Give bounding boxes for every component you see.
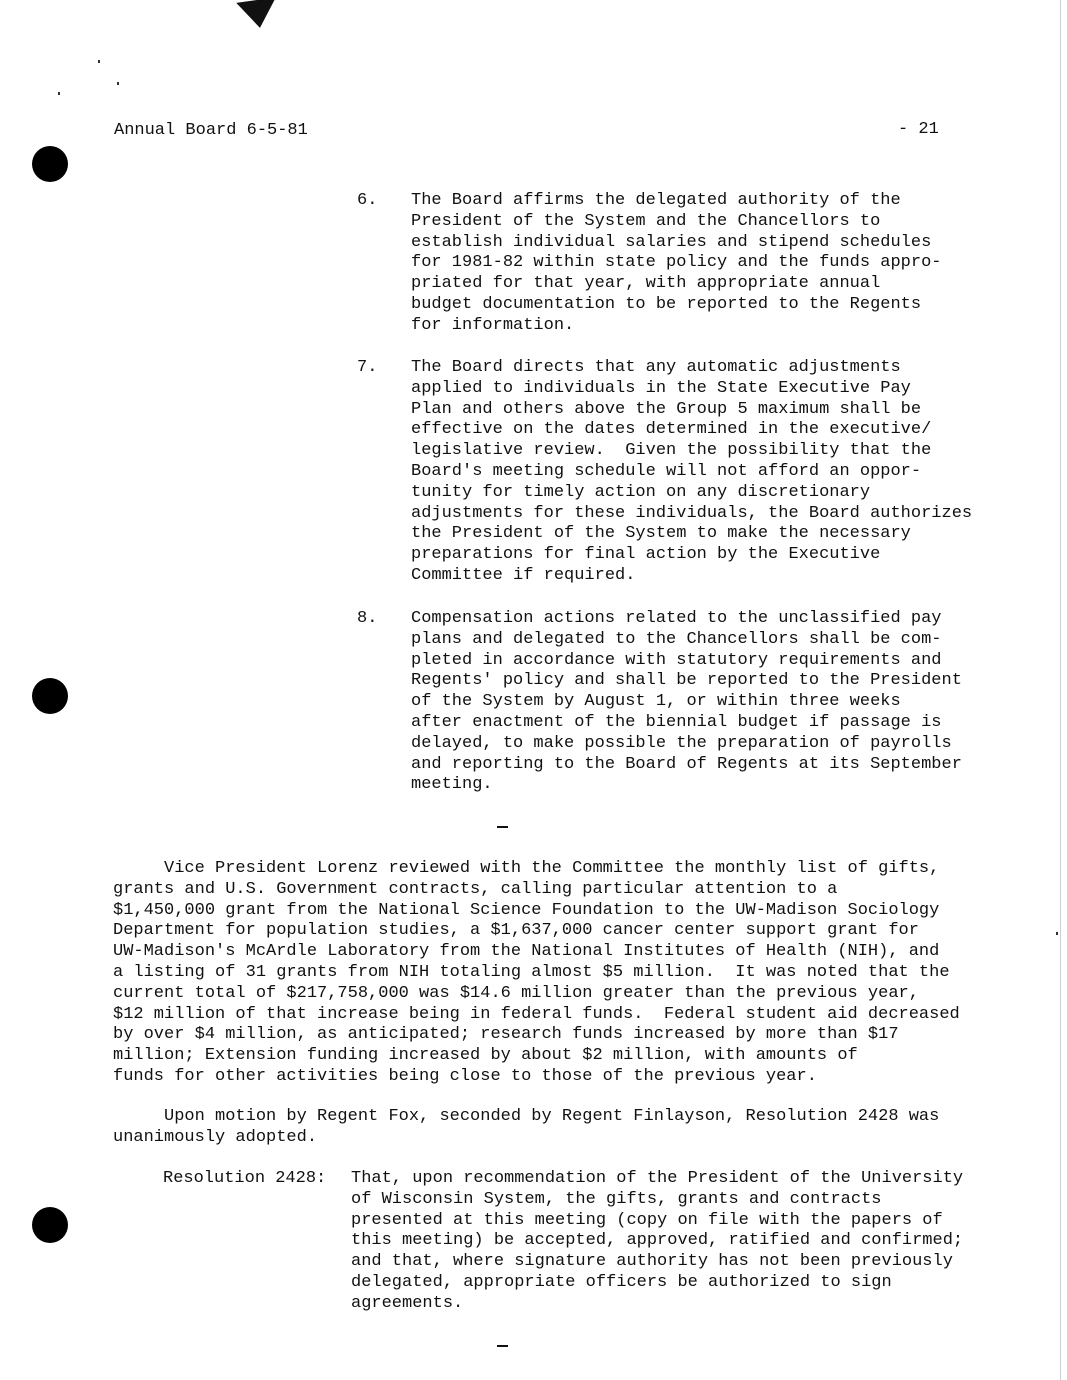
scan-speck bbox=[1056, 932, 1058, 935]
text-line: presented at this meeting (copy on file with the papers of bbox=[351, 1210, 943, 1230]
text-line: delayed, to make possible the preparation of payrolls bbox=[411, 733, 952, 753]
text-line: adjustments for these individuals, the Board authorizes bbox=[411, 503, 973, 523]
text-line: current total of $217,758,000 was $14.6 million greater than the previous year, bbox=[113, 983, 919, 1003]
text-line: Committee if required. bbox=[411, 565, 636, 585]
resolution-text bbox=[351, 1169, 1011, 1315]
item-text bbox=[411, 609, 1001, 796]
text-line: applied to individuals in the State Executive Pay bbox=[411, 378, 911, 398]
section-dash bbox=[497, 1345, 508, 1347]
text-line: Plan and others above the Group 5 maximum shall be bbox=[411, 399, 922, 419]
text-line: preparations for final action by the Executive bbox=[411, 545, 881, 565]
punch-hole bbox=[32, 678, 68, 714]
item-text bbox=[411, 191, 1001, 337]
motion-paragraph bbox=[113, 1107, 993, 1149]
text-line: Vice President Lorenz reviewed with the Committee the monthly list of gifts, bbox=[113, 859, 940, 878]
text-line: the President of the System to make the necessary bbox=[411, 524, 911, 544]
corner-mark bbox=[236, 0, 280, 31]
text-line: The Board affirms the delegated authority of the bbox=[411, 191, 901, 210]
section-dash bbox=[497, 826, 508, 828]
text-line: $12 million of that increase being in federal funds. Federal student aid decreased bbox=[113, 1004, 960, 1024]
text-line: for 1981-82 within state policy and the funds appro- bbox=[411, 253, 942, 273]
text-line: budget documentation to be reported to the Regents bbox=[411, 294, 922, 314]
text-line: grants and U.S. Government contracts, calling particular attention to a bbox=[113, 879, 838, 899]
scan-speck bbox=[58, 92, 60, 95]
text-line: priated for that year, with appropriate annual bbox=[411, 274, 881, 294]
punch-hole bbox=[32, 146, 68, 182]
text-line: pleted in accordance with statutory requirements and bbox=[411, 650, 942, 670]
text-line: effective on the dates determined in the executive/ bbox=[411, 420, 932, 440]
text-line: Regents' policy and shall be reported to the President bbox=[411, 671, 962, 691]
text-line: President of the System and the Chancellors to bbox=[411, 211, 881, 231]
text-line: meeting. bbox=[411, 775, 493, 795]
text-line: Compensation actions related to the unclassified pay bbox=[411, 609, 942, 628]
text-line: unanimously adopted. bbox=[113, 1127, 318, 1147]
text-line: and reporting to the Board of Regents at its September bbox=[411, 754, 962, 774]
item-text bbox=[411, 358, 1001, 587]
gifts-grants-paragraph bbox=[113, 859, 993, 1088]
page-number: - 21 bbox=[898, 120, 939, 139]
resolution-label: Resolution 2428: bbox=[163, 1169, 327, 1188]
text-line: million; Extension funding increased by about $2 million, with amounts of bbox=[113, 1046, 858, 1066]
text-line: Board's meeting schedule will not afford an oppor- bbox=[411, 461, 922, 481]
running-header: Annual Board 6-5-81 bbox=[114, 121, 308, 140]
text-line: $1,450,000 grant from the National Science Foundation to the UW-Madison Sociology bbox=[113, 900, 940, 920]
scan-speck bbox=[117, 82, 119, 85]
text-line: That, upon recommendation of the President of the University bbox=[351, 1169, 964, 1188]
text-line: of Wisconsin System, the gifts, grants and contracts bbox=[351, 1189, 882, 1209]
text-line: The Board directs that any automatic adjustments bbox=[411, 358, 901, 377]
text-line: for information. bbox=[411, 315, 575, 335]
text-line: by over $4 million, as anticipated; research funds increased by more than $17 bbox=[113, 1025, 899, 1045]
text-line: tunity for timely action on any discretionary bbox=[411, 482, 871, 502]
scan-speck bbox=[98, 60, 100, 63]
text-line: after enactment of the biennial budget if passage is bbox=[411, 712, 942, 732]
punch-hole bbox=[32, 1207, 68, 1243]
text-line: this meeting) be accepted, approved, ratified and confirmed; bbox=[351, 1231, 964, 1251]
text-line: Upon motion by Regent Fox, seconded by Regent Finlayson, Resolution 2428 was bbox=[113, 1107, 940, 1126]
text-line: delegated, appropriate officers be authorized to sign bbox=[351, 1272, 892, 1292]
text-line: plans and delegated to the Chancellors shall be com- bbox=[411, 629, 942, 649]
text-line: a listing of 31 grants from NIH totaling almost $5 million. It was noted that the bbox=[113, 962, 950, 982]
text-line: Department for population studies, a $1,637,000 cancer center support grant for bbox=[113, 921, 919, 941]
text-line: legislative review. Given the possibility that the bbox=[411, 441, 932, 461]
text-line: of the System by August 1, or within three weeks bbox=[411, 692, 901, 712]
item-number: 7. bbox=[357, 358, 378, 377]
item-number: 8. bbox=[357, 609, 378, 628]
text-line: and that, where signature authority has not been previously bbox=[351, 1252, 953, 1272]
text-line: agreements. bbox=[351, 1293, 464, 1313]
text-line: funds for other activities being close to those of the previous year. bbox=[113, 1066, 817, 1086]
text-line: UW-Madison's McArdle Laboratory from the National Institutes of Health (NIH), and bbox=[113, 942, 940, 962]
item-number: 6. bbox=[357, 191, 378, 210]
text-line: establish individual salaries and stipend schedules bbox=[411, 232, 932, 252]
page-edge bbox=[1060, 0, 1061, 1380]
